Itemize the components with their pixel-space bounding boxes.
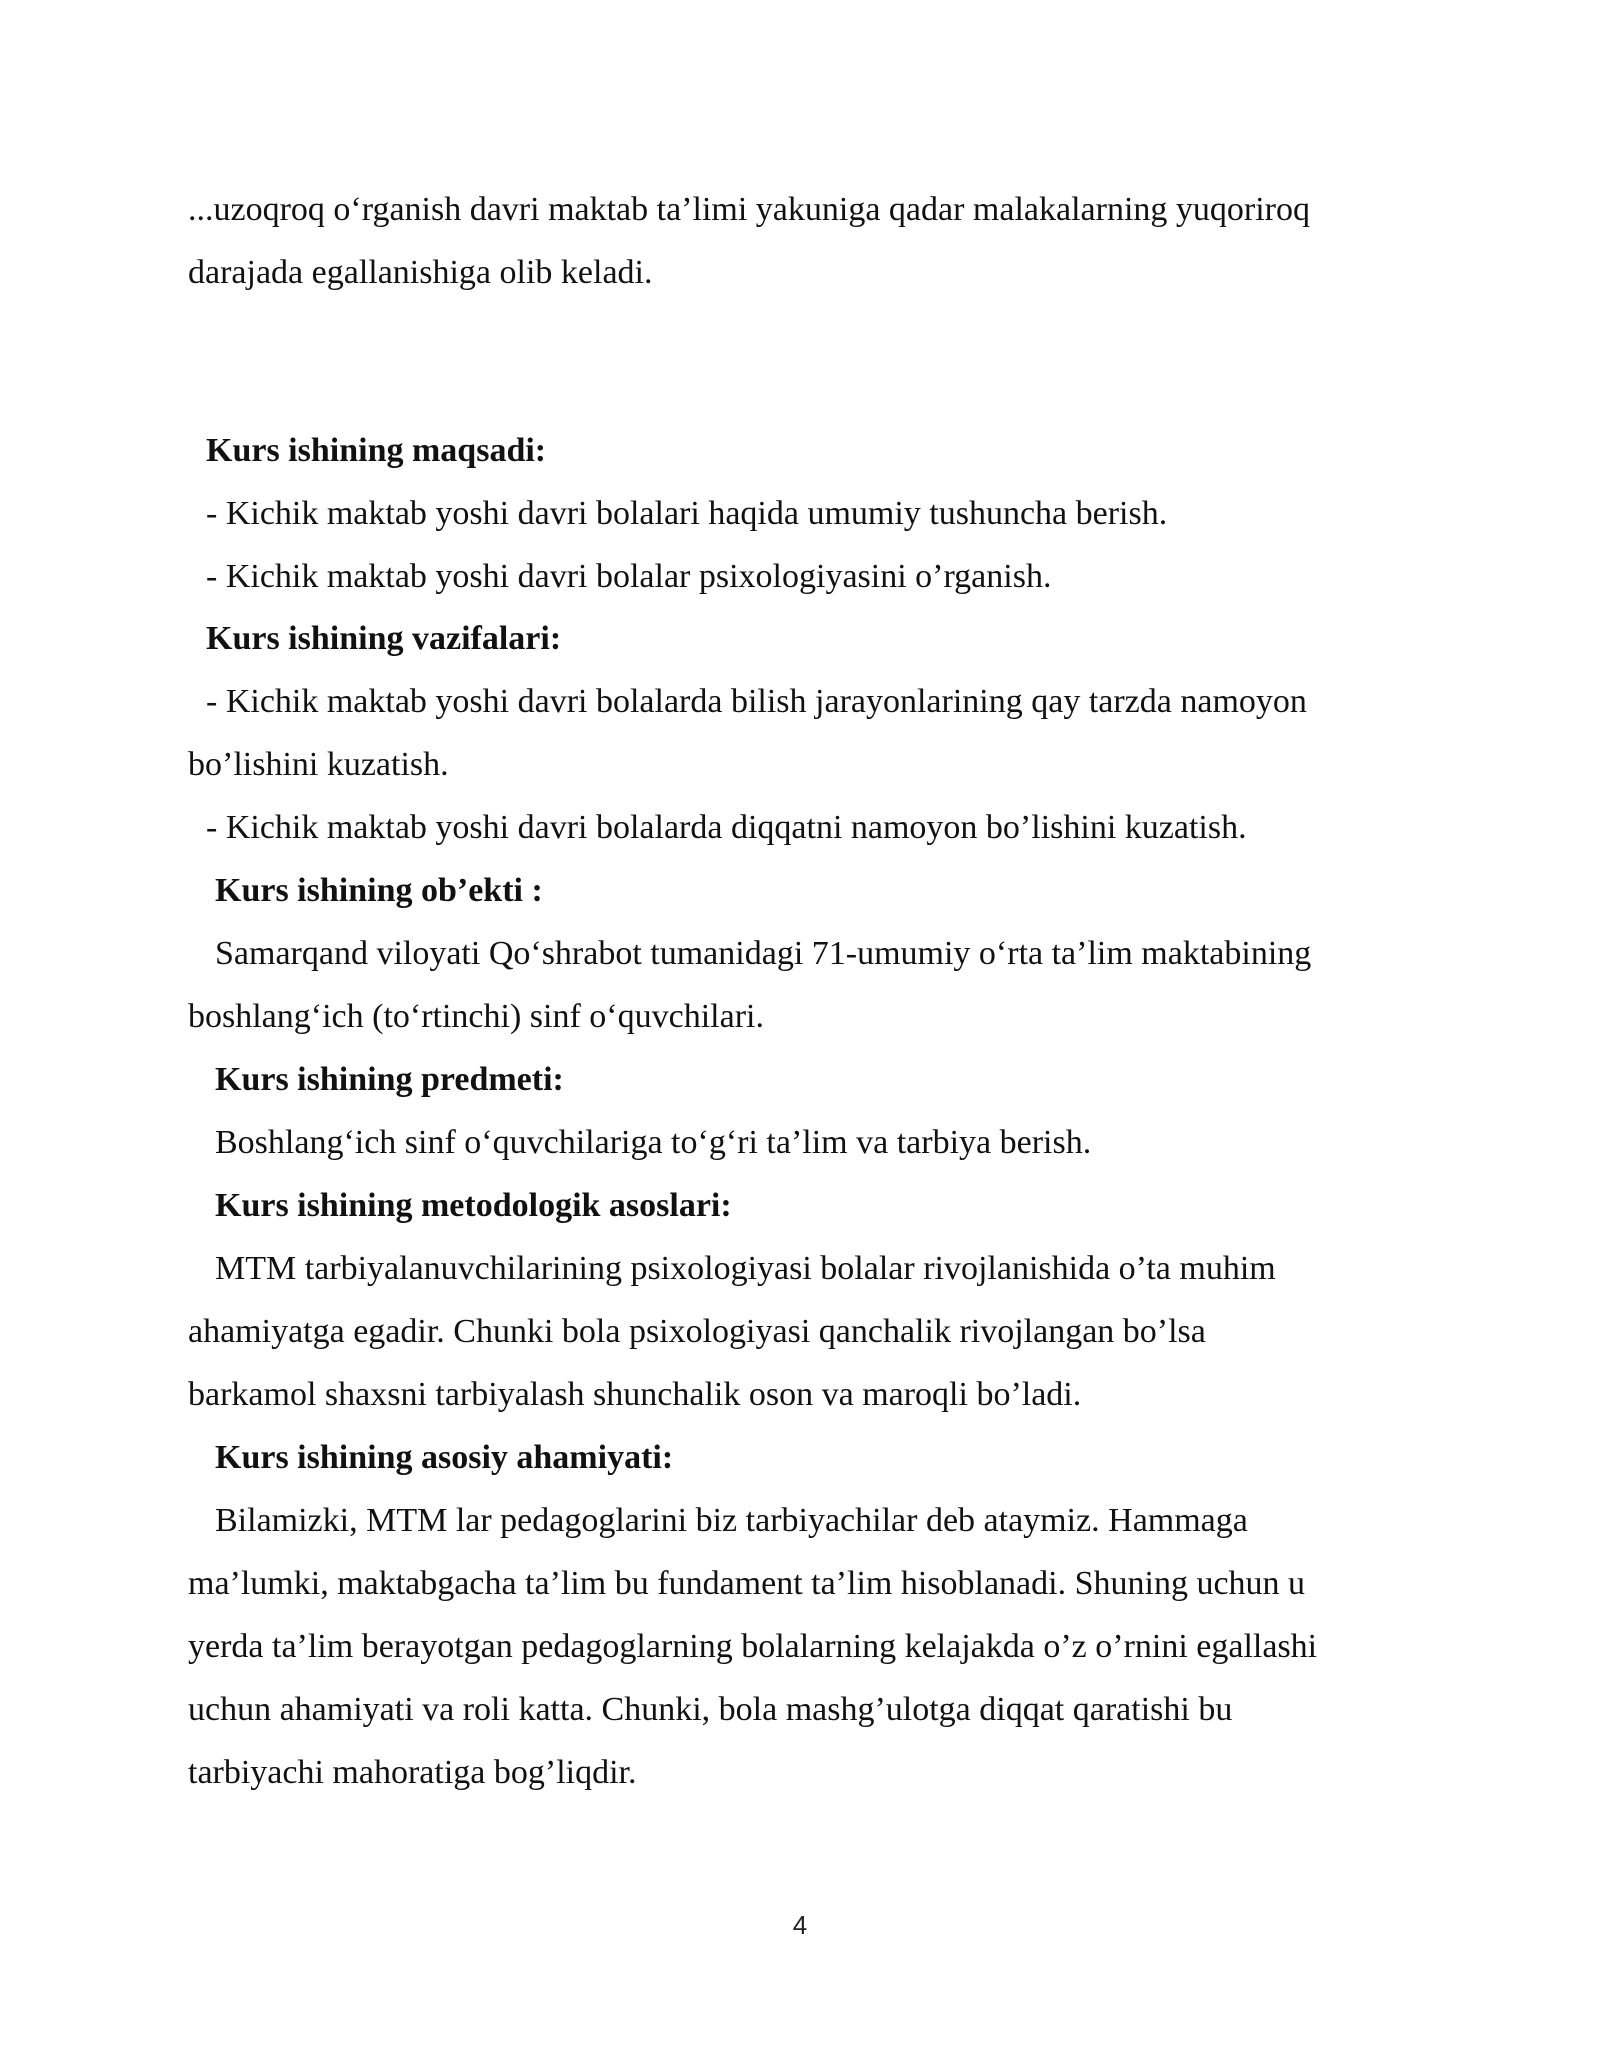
page-number: 4: [792, 1910, 808, 1940]
predmet-line-1: Boshlang‘ich sinf o‘quvchilariga to‘g‘ri ta’lim va tarbiya berish.: [215, 1124, 1092, 1161]
vazifalar-item-1-line-1: - Kichik maktab yoshi davri bolalarda bilish jarayonlarining qay tarzda namoyon: [206, 683, 1307, 720]
ahamiyat-line-1: Bilamizki, MTM lar pedagoglarini biz tarbiyachilar deb ataymiz. Hammaga: [215, 1502, 1248, 1539]
obekt-line-2: boshlang‘ich (to‘rtinchi) sinf o‘quvchilari.: [188, 998, 764, 1035]
heading-predmet: Kurs ishining predmeti:: [215, 1061, 564, 1098]
metodologik-line-3: barkamol shaxsni tarbiyalash shunchalik oson va maroqli bo’ladi.: [188, 1376, 1082, 1413]
ahamiyat-line-5: tarbiyachi mahoratiga bog’liqdir.: [188, 1754, 637, 1791]
ahamiyat-line-2: ma’lumki, maktabgacha ta’lim bu fundament ta’lim hisoblanadi. Shuning uchun u: [188, 1565, 1306, 1602]
vazifalar-item-2: - Kichik maktab yoshi davri bolalarda diqqatni namoyon bo’lishini kuzatish.: [206, 809, 1247, 846]
heading-obekt: Kurs ishining ob’ekti :: [215, 872, 543, 909]
maqsad-item-2: - Kichik maktab yoshi davri bolalar psixologiyasini o’rganish.: [206, 558, 1052, 595]
heading-maqsad: Kurs ishining maqsadi:: [206, 432, 547, 469]
ahamiyat-line-4: uchun ahamiyati va roli katta. Chunki, bola mashg’ulotga diqqat qaratishi bu: [188, 1691, 1233, 1728]
heading-metodologik: Kurs ishining metodologik asoslari:: [215, 1187, 732, 1224]
vazifalar-item-1-line-2: bo’lishini kuzatish.: [188, 746, 449, 783]
maqsad-item-1: - Kichik maktab yoshi davri bolalari haqida umumiy tushuncha berish.: [206, 495, 1168, 532]
ahamiyat-line-3: yerda ta’lim berayotgan pedagoglarning bolalarning kelajakda o’z o’rnini egallashi: [188, 1628, 1318, 1665]
metodologik-line-2: ahamiyatga egadir. Chunki bola psixologiyasi qanchalik rivojlangan bo’lsa: [188, 1313, 1206, 1350]
heading-vazifalar: Kurs ishining vazifalari:: [206, 620, 562, 657]
intro-line-2: darajada egallanishiga olib keladi.: [188, 254, 653, 291]
heading-ahamiyat: Kurs ishining asosiy ahamiyati:: [215, 1439, 674, 1476]
intro-line-1: ...uzoqroq o‘rganish davri maktab ta’limi yakuniga qadar malakalarning yuqoriroq: [188, 191, 1310, 228]
obekt-line-1: Samarqand viloyati Qo‘shrabot tumanidagi 71-umumiy o‘rta ta’lim maktabining: [215, 935, 1312, 972]
metodologik-line-1: MTM tarbiyalanuvchilarining psixologiyasi bolalar rivojlanishida o’ta muhim: [215, 1250, 1276, 1287]
